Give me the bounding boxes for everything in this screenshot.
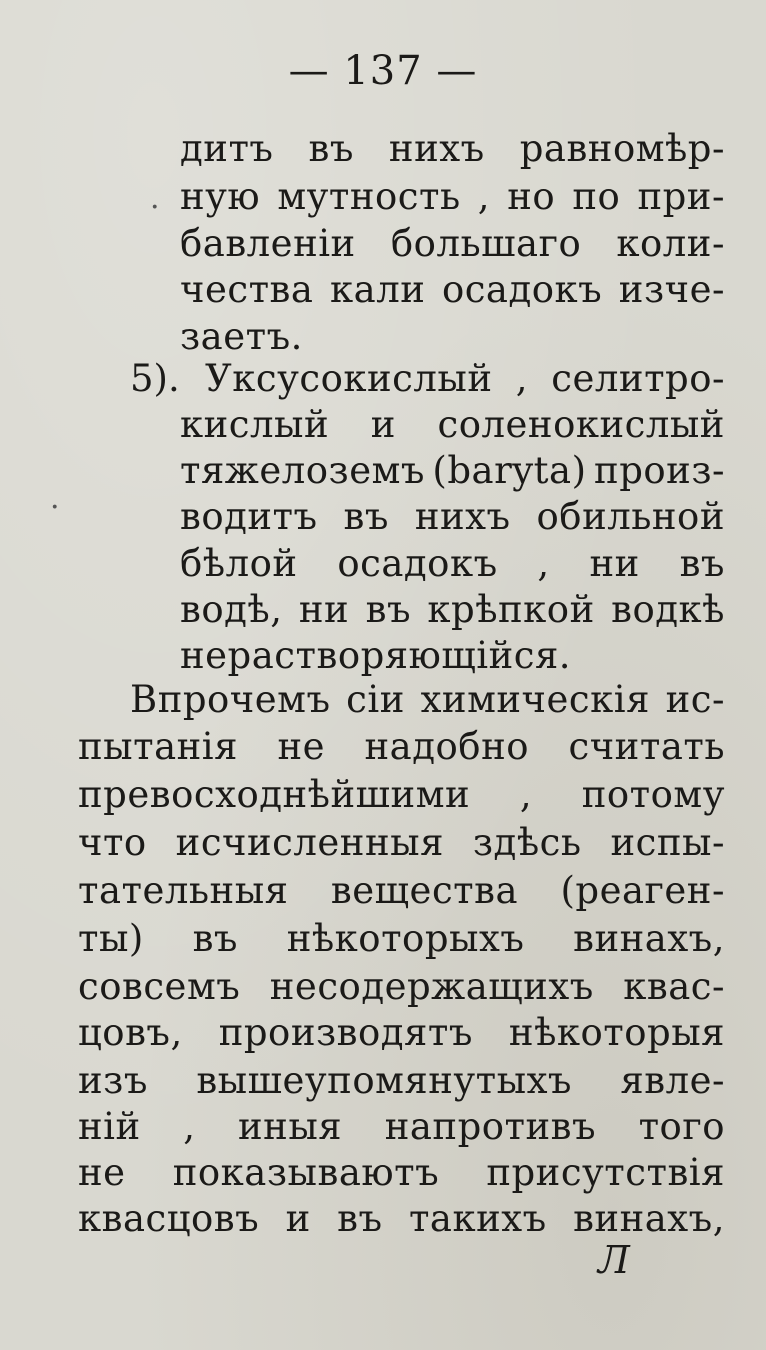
text-line: кислый и соленокислый bbox=[180, 403, 725, 446]
text-line: ты) въ нѣкоторыхъ винахъ, bbox=[78, 917, 725, 960]
text-line: ній , иныя напротивъ того bbox=[78, 1105, 725, 1148]
text-line: ную мутность , но по при- bbox=[180, 175, 725, 218]
text-line: цовъ, производятъ нѣкоторыя bbox=[78, 1011, 725, 1054]
text-line: чества кали осадокъ изче- bbox=[180, 268, 725, 311]
text-line: водитъ въ нихъ обильной bbox=[180, 495, 725, 538]
text-line: совсемъ несодержащихъ квас- bbox=[78, 965, 725, 1008]
text-line: Впрочемъ сіи химическія ис- bbox=[130, 678, 725, 721]
text-line: нерастворяющійся. bbox=[180, 634, 572, 677]
signature-mark: Л bbox=[598, 1238, 630, 1282]
list-item-number: 5). bbox=[130, 357, 180, 400]
text-line: Уксусокислый , селитро- bbox=[205, 357, 725, 400]
text-line: пытанія не надобно считать bbox=[78, 725, 725, 768]
text-line: бѣлой осадокъ , ни въ bbox=[180, 542, 725, 585]
text-line: тательныя вещества (реаген- bbox=[78, 869, 725, 912]
text-line: превосходнѣйшими , потому bbox=[78, 773, 725, 816]
text-line: заетъ. bbox=[180, 315, 303, 358]
text-line: квасцовъ и въ такихъ винахъ, bbox=[78, 1197, 725, 1240]
text-line: бавленіи большаго коли- bbox=[180, 222, 725, 265]
text-line: тяжелоземъ (baryta) произ- bbox=[180, 449, 725, 492]
text-line: не показываютъ присутствія bbox=[78, 1151, 725, 1194]
margin-speck: · bbox=[50, 490, 60, 525]
text-line: дитъ въ нихъ равномѣр- bbox=[180, 127, 725, 170]
text-line: изъ вышеупомянутыхъ явле- bbox=[78, 1059, 725, 1102]
margin-speck: · bbox=[150, 190, 160, 225]
text-line: что исчисленныя здѣсь испы- bbox=[78, 821, 725, 864]
text-line: водѣ, ни въ крѣпкой водкѣ bbox=[180, 588, 725, 631]
page-number-header: — 137 — bbox=[288, 48, 478, 94]
